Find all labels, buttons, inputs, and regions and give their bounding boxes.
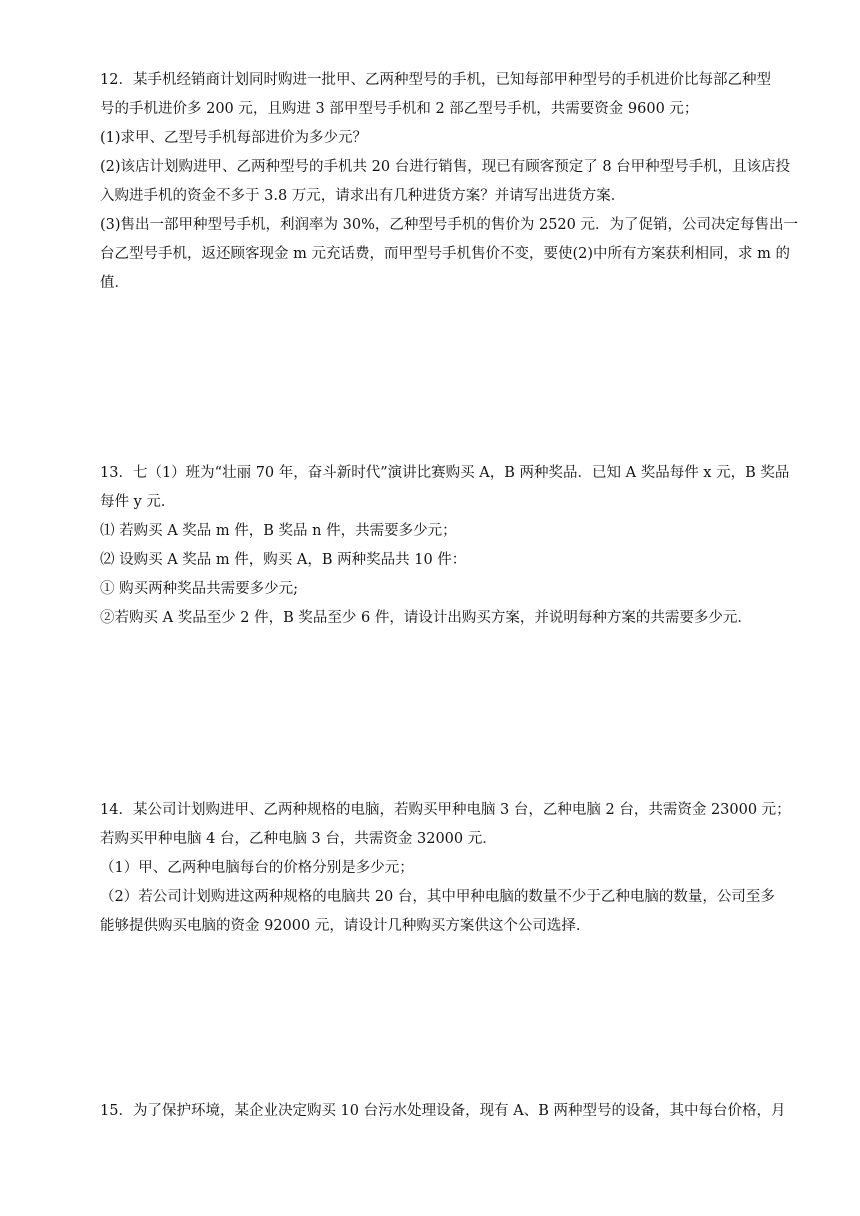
problem-text-line: 14．某公司计划购进甲、乙两种规格的电脑，若购买甲种电脑 3 台，乙种电脑 2 台，共需资金 23000 元； xyxy=(100,802,791,818)
problem-text-line: 15．为了保护环境，某企业决定购买 10 台污水处理设备，现有 A、B 两种型号的设备，其中每台价格，月 xyxy=(100,1103,786,1119)
problem-text-line: 值． xyxy=(100,275,129,291)
problem-text-line: 台乙型号手机，返还顾客现金 m 元充话费，而甲型号手机售价不变，要使(2)中所有方案获利相同，求 m 的 xyxy=(100,246,790,262)
problem-text-line: 12．某手机经销商计划同时购进一批甲、乙两种型号的手机，已知每部甲种型号的手机进价比每部乙种型 xyxy=(100,72,771,88)
sub-question-1: （1）甲、乙两种电脑每台的价格分别是多少元； xyxy=(100,860,414,876)
sub-question-3: (3)售出一部甲种型号手机，利润率为 30%，乙种型号手机的售价为 2520 元．为了促销，公司决定每售出一 xyxy=(100,217,798,233)
sub-question-1: ⑴ 若购买 A 奖品 m 件，B 奖品 n 件，共需要多少元； xyxy=(100,523,457,539)
problem-text-line: 若购买甲种电脑 4 台，乙种电脑 3 台，共需资金 32000 元． xyxy=(100,831,497,847)
problem-text-line: 入购进手机的资金不多于 3.8 万元，请求出有几种进货方案？并请写出进货方案． xyxy=(100,188,626,204)
sub-question-2: ⑵ 设购买 A 奖品 m 件，购买 A，B 两种奖品共 10 件： xyxy=(100,552,467,568)
problem-13 xyxy=(100,459,806,633)
problem-text-line: 号的手机进价多 200 元，且购进 3 部甲型号手机和 2 部乙型号手机，共需要资金 9600 元； xyxy=(100,101,699,117)
problem-15 xyxy=(100,1097,806,1126)
sub-question-2-part-2: ②若购买 A 奖品至少 2 件，B 奖品至少 6 件，请设计出购买方案，并说明每种方案的共需要多少元． xyxy=(100,610,752,626)
problem-text-line: 每件 y 元． xyxy=(100,494,176,510)
sub-question-2: （2）若公司计划购进这两种规格的电脑共 20 台，其中甲种电脑的数量不少于乙种电脑的数量，公司至多 xyxy=(100,889,775,905)
sub-question-1: (1)求甲、乙型号手机每部进价为多少元？ xyxy=(100,130,368,146)
sub-question-2: (2)该店计划购进甲、乙两种型号的手机共 20 台进行销售，现已有顾客预定了 8 台甲种型号手机，且该店投 xyxy=(100,159,791,175)
problem-12 xyxy=(100,66,806,298)
problem-text-line: 13．七（1）班为“壮丽 70 年，奋斗新时代”演讲比赛购买 A，B 两种奖品．已知 A 奖品每件 x 元，B 奖品 xyxy=(100,465,790,481)
sub-question-2-part-1: ① 购买两种奖品共需要多少元; xyxy=(100,581,298,597)
problem-text-line: 能够提供购买电脑的资金 92000 元，请设计几种购买方案供这个公司选择． xyxy=(100,918,591,934)
problem-14 xyxy=(100,796,806,941)
